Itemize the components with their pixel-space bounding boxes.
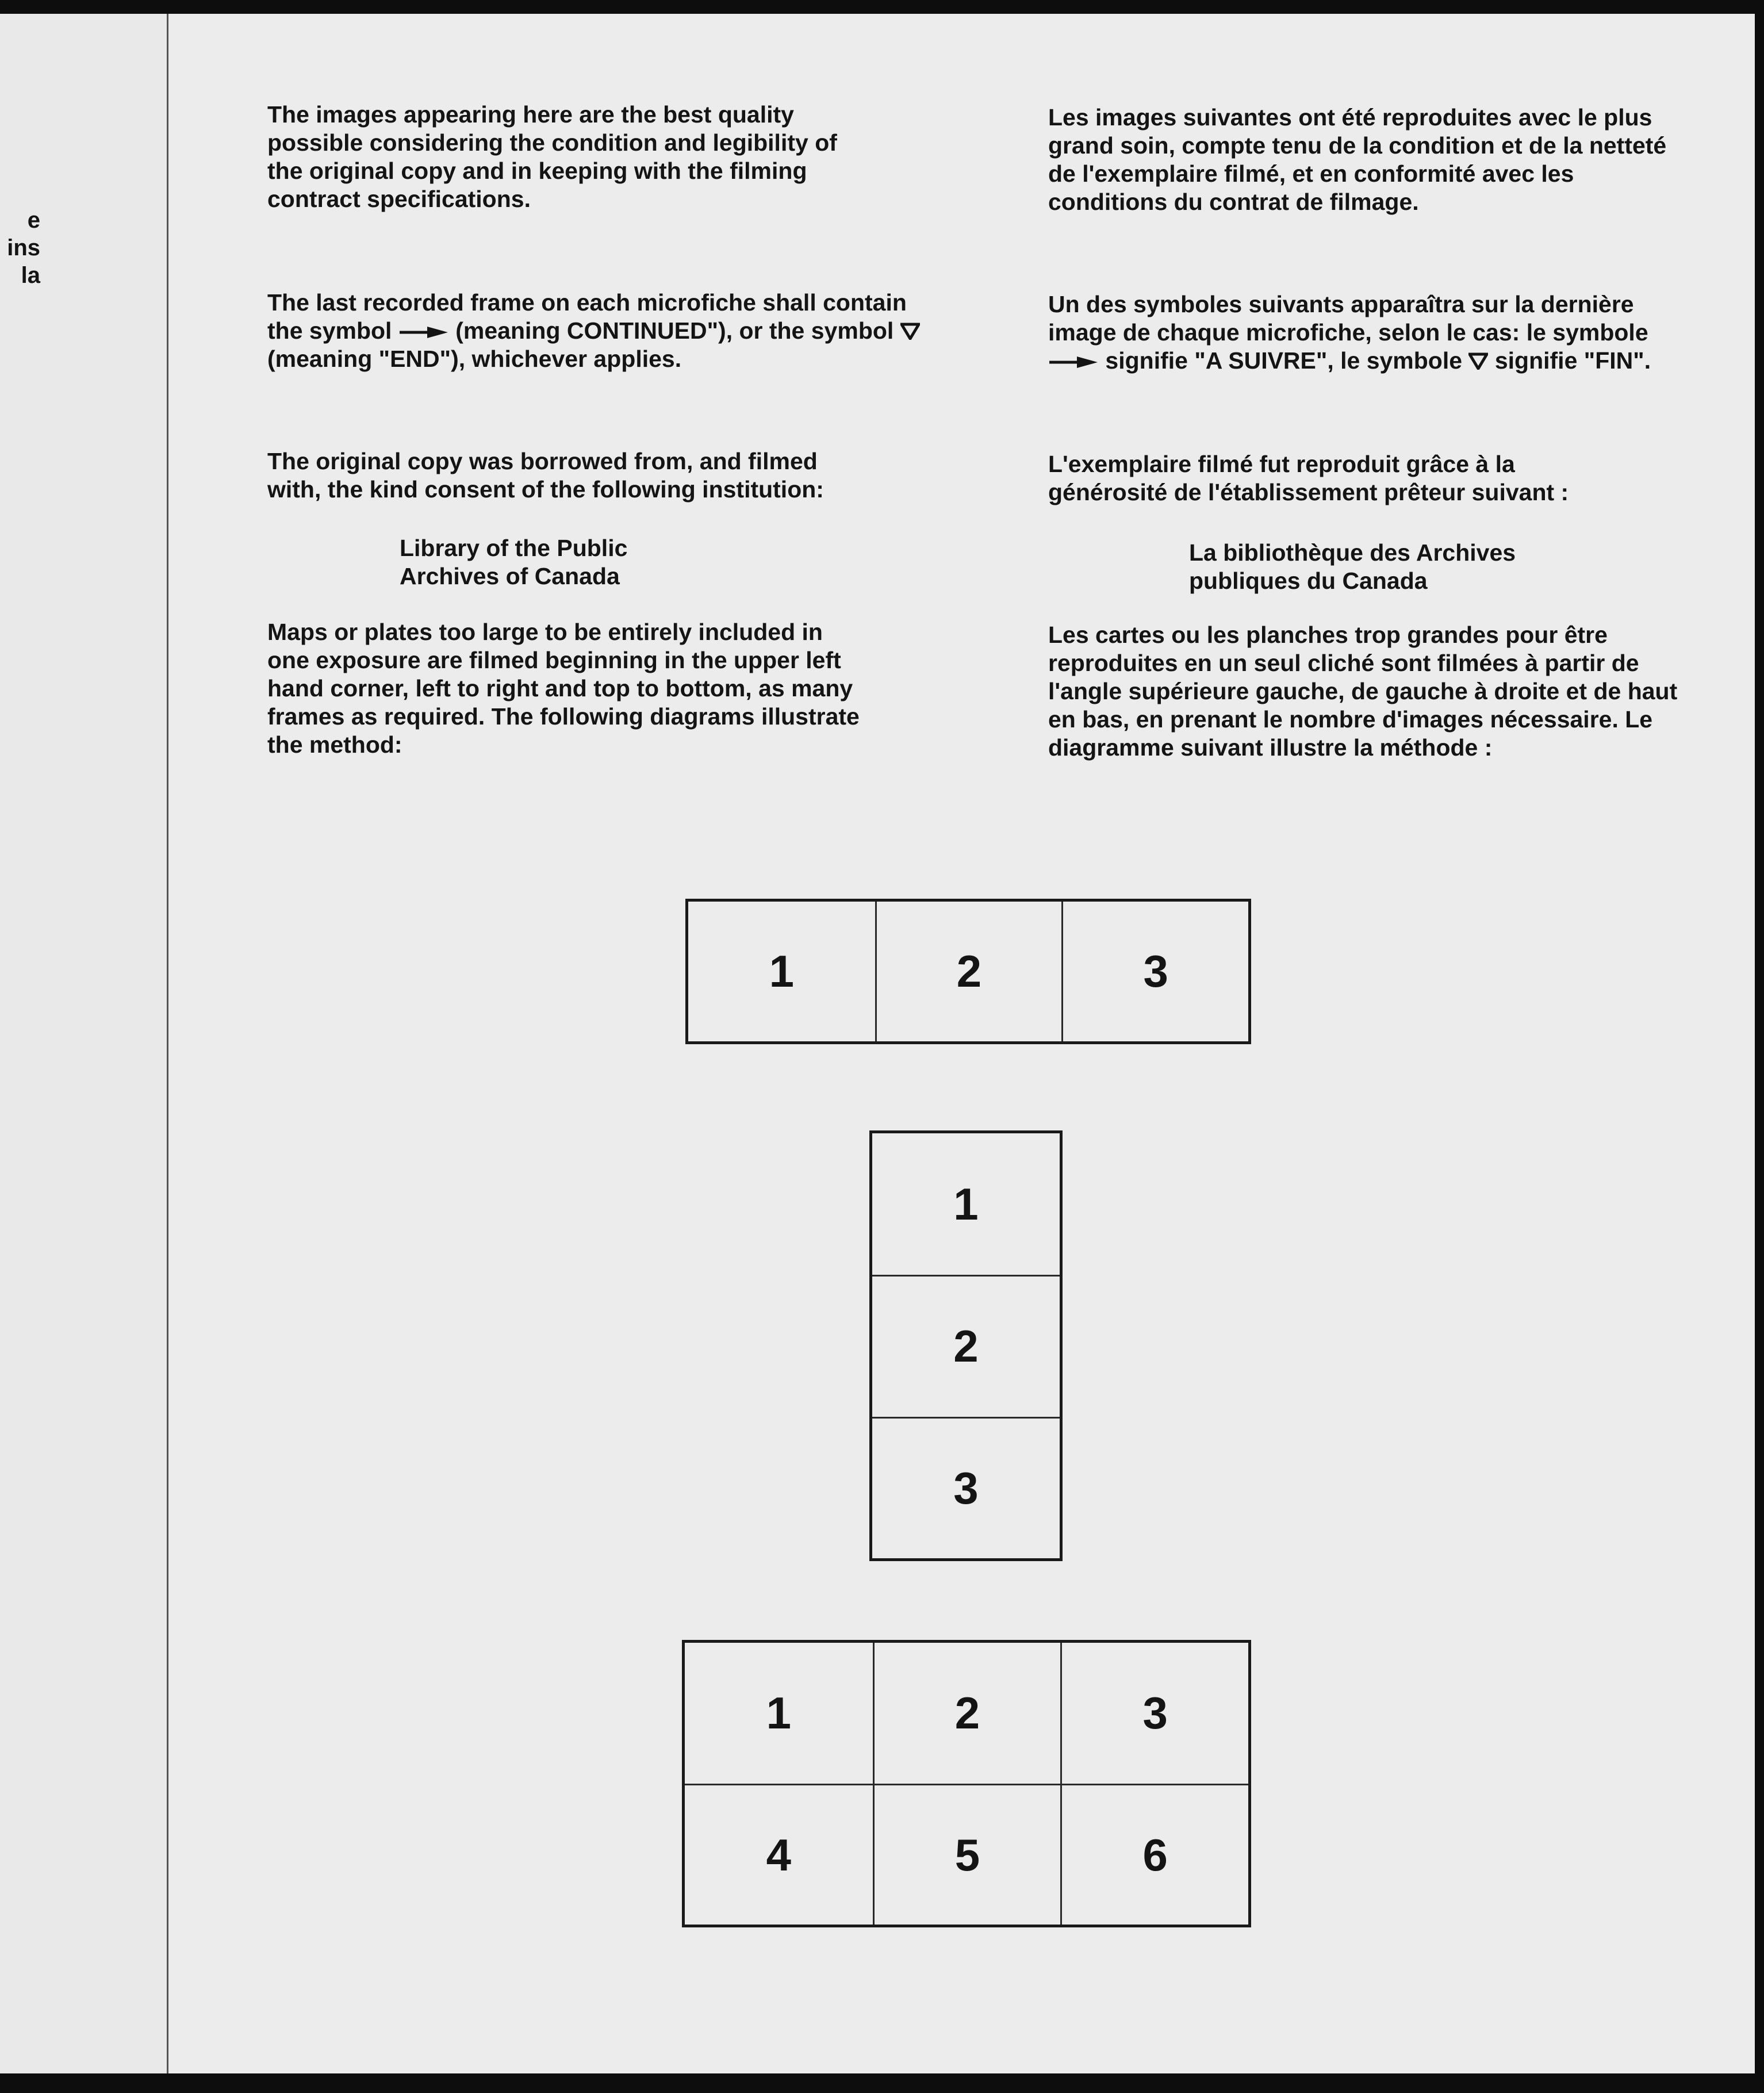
diagram-vertical-strip (869, 1130, 1063, 1561)
fr-institution-line-2: publiques du Canada (1189, 568, 1428, 594)
diagram-cell: 3 (872, 1417, 1060, 1558)
en-institution-line-2: Archives of Canada (400, 563, 620, 589)
diagram-cell: 3 (1061, 902, 1248, 1041)
diagram-cell: 1 (766, 1688, 792, 1738)
diagram-cell: 6 (1060, 1784, 1248, 1925)
previous-page-text-fragment (0, 206, 40, 289)
diagram-cell: 3 (1060, 1643, 1248, 1784)
film-frame-bottom (0, 2073, 1764, 2093)
arrow-right-icon (1048, 355, 1099, 370)
diagram-cell: 2 (875, 902, 1062, 1041)
en-institution-line-1: Library of the Public (400, 535, 628, 561)
arrow-right-icon (398, 325, 449, 340)
fr-institution-line-1: La bibliothèque des Archives (1189, 539, 1516, 566)
en-symbol-text-c: (meaning "END"), whichever applies. (267, 346, 682, 372)
fr-symbol-text-b: signifie "A SUIVRE", le symbole (1105, 347, 1463, 374)
fragment-line: la (21, 263, 40, 288)
fr-method-paragraph: Les cartes ou les planches trop grandes pour être reproduites en un seul cliché sont filmées à partir de l'angle supérieure gauche, de gauche à droite et de haut en bas, en prenant le nombre d'images nécessaire. Le diagramme suivant illustre la méthode : (1048, 622, 1678, 761)
fr-source-paragraph: L'exemplaire filmé fut reproduit grâce à la générosité de l'établissement prêteur suivant : (1048, 451, 1569, 505)
en-method-paragraph: Maps or plates too large to be entirely included in one exposure are filmed beginning in the upper left hand corner, left to right and top to bottom, as many frames as required. The following diagrams illustrate the method: (267, 619, 860, 758)
fr-symbol-text-a: Un des symboles suivants apparaîtra sur la dernière image de chaque microfiche, selon le cas: le symbole (1048, 291, 1648, 346)
en-quality-paragraph: The images appearing here are the best quality possible considering the condition and legibility of the original copy and in keeping with the filming contract specifications. (267, 101, 837, 212)
diagram-grid-2x3 (682, 1640, 1251, 1927)
fr-symbol-text-c: signifie "FIN". (1494, 347, 1651, 374)
diagram-cell: 2 (872, 1275, 1060, 1416)
en-symbol-text-b: (meaning CONTINUED"), or the symbol (455, 317, 894, 344)
diagram-cell: 1 (769, 946, 795, 996)
triangle-down-icon (1468, 352, 1488, 370)
diagram-cell: 5 (873, 1784, 1061, 1925)
diagram-cell: 2 (873, 1643, 1061, 1784)
film-frame-right (1755, 0, 1764, 2093)
en-symbol-paragraph (267, 289, 923, 373)
previous-page-edge (0, 14, 168, 2073)
diagram-cell: 1 (953, 1178, 979, 1229)
fragment-line: ins (7, 235, 40, 260)
en-symbol-text-a: The last recorded frame on each microfiche shall contain the symbol (267, 289, 907, 344)
fr-symbol-paragraph (1048, 290, 1692, 375)
diagram-cell: 4 (685, 1784, 873, 1925)
fr-quality-paragraph: Les images suivantes ont été reproduites avec le plus grand soin, compte tenu de la condition et de la netteté de l'exemplaire filmé, et en conformité avec les conditions du contrat de filmage. (1048, 104, 1667, 215)
fragment-line: e (27, 208, 40, 233)
film-frame-top (0, 0, 1764, 14)
diagram-horizontal-strip (685, 899, 1251, 1044)
en-source-paragraph: The original copy was borrowed from, and filmed with, the kind consent of the following institution: (267, 448, 824, 503)
triangle-down-icon (900, 323, 920, 340)
